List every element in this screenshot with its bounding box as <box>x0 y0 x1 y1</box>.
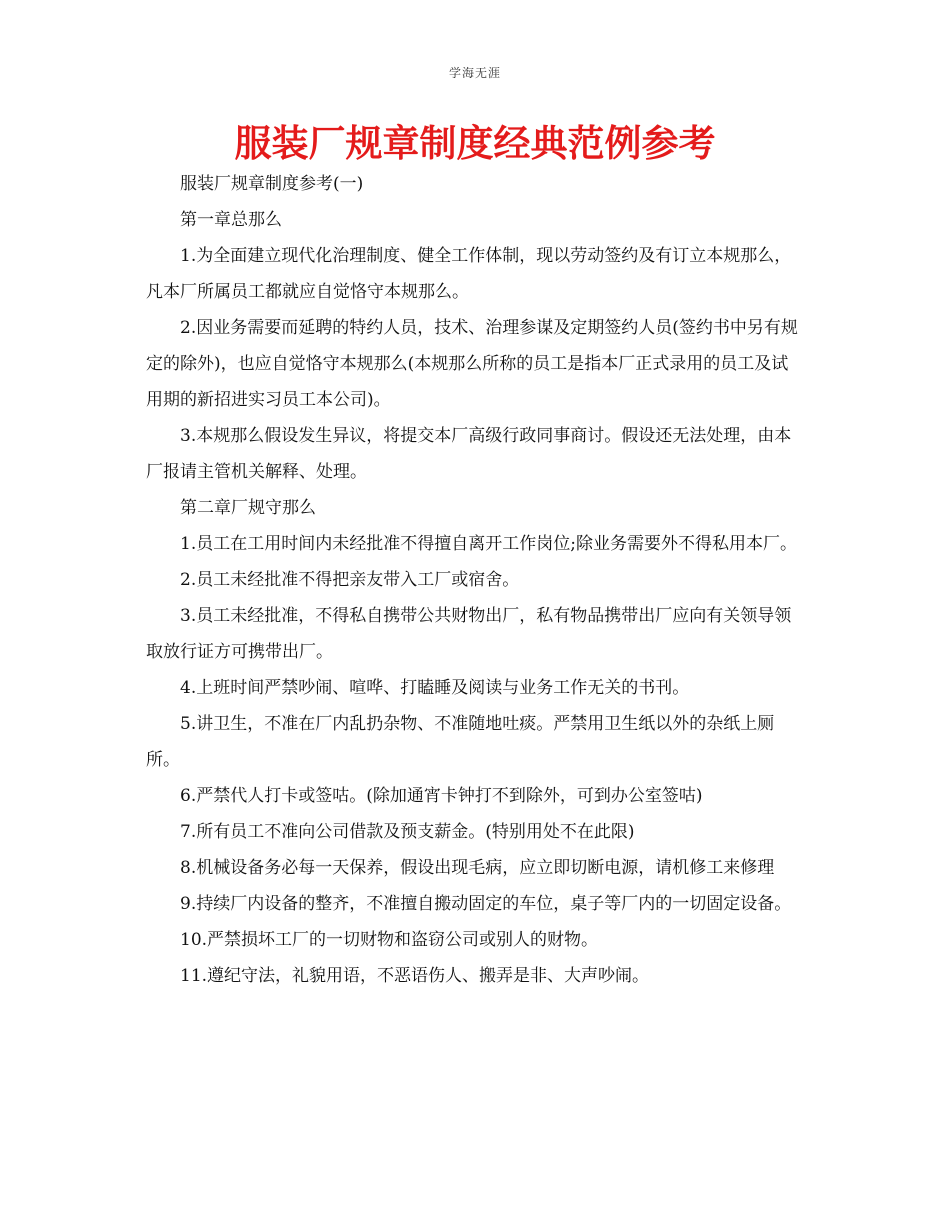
paragraph: 6.严禁代人打卡或签咕。(除加通宵卡钟打不到除外，可到办公室签咕) <box>180 786 703 806</box>
paragraph: 5.讲卫生，不准在厂内乱扔杂物、不准随地吐痰。严禁用卫生纸以外的杂纸上厕所。 <box>146 714 775 770</box>
paragraph: 7.所有员工不准向公司借款及预支薪金。(特别用处不在此限) <box>180 822 635 842</box>
paragraph: 服装厂规章制度参考(一) <box>180 174 364 194</box>
chapter-heading: 第一章总那么 <box>180 210 282 230</box>
paragraph: 2.因业务需要而延聘的特约人员，技术、治理参谋及定期签约人员(签约书中另有规定的除外)，也应自觉恪守本规那么(本规那么所称的员工是指本厂正式录用的员工及试用期的新招进实习员工本公司)。 <box>146 318 798 410</box>
paragraph: 10.严禁损坏工厂的一切财物和盗窃公司或别人的财物。 <box>180 930 599 950</box>
document-body <box>146 166 804 994</box>
paragraph: 1.为全面建立现代化治理制度、健全工作体制，现以劳动签约及有订立本规那么，凡本厂所属员工都就应自觉恪守本规那么。 <box>146 246 792 302</box>
paragraph: 4.上班时间严禁吵闹、喧哗、打瞌睡及阅读与业务工作无关的书刊。 <box>180 678 690 698</box>
chapter-heading: 第二章厂规守那么 <box>180 498 316 518</box>
paragraph: 8.机械设备务必每一天保养，假设出现毛病，应立即切断电源，请机修工来修理 <box>180 858 775 878</box>
paragraph: 1.员工在工用时间内未经批准不得擅自离开工作岗位;除业务需要外不得私用本厂。 <box>180 534 797 554</box>
paragraph: 3.本规那么假设发生异议，将提交本厂高级行政同事商讨。假设还无法处理，由本厂报请主管机关解释、处理。 <box>146 426 792 482</box>
document-title: 服装厂规章制度经典范例参考 <box>234 122 716 165</box>
paragraph: 11.遵纪守法，礼貌用语，不恶语伤人、搬弄是非、大声吵闹。 <box>180 966 650 986</box>
paragraph: 3.员工未经批准，不得私自携带公共财物出厂，私有物品携带出厂应向有关领导领取放行证方可携带出厂。 <box>146 606 792 662</box>
page-header: 学海无涯 <box>448 66 501 80</box>
paragraph: 2.员工未经批准不得把亲友带入工厂或宿舍。 <box>180 570 520 590</box>
paragraph: 9.持续厂内设备的整齐，不准擅自搬动固定的车位，桌子等厂内的一切固定设备。 <box>180 894 792 914</box>
